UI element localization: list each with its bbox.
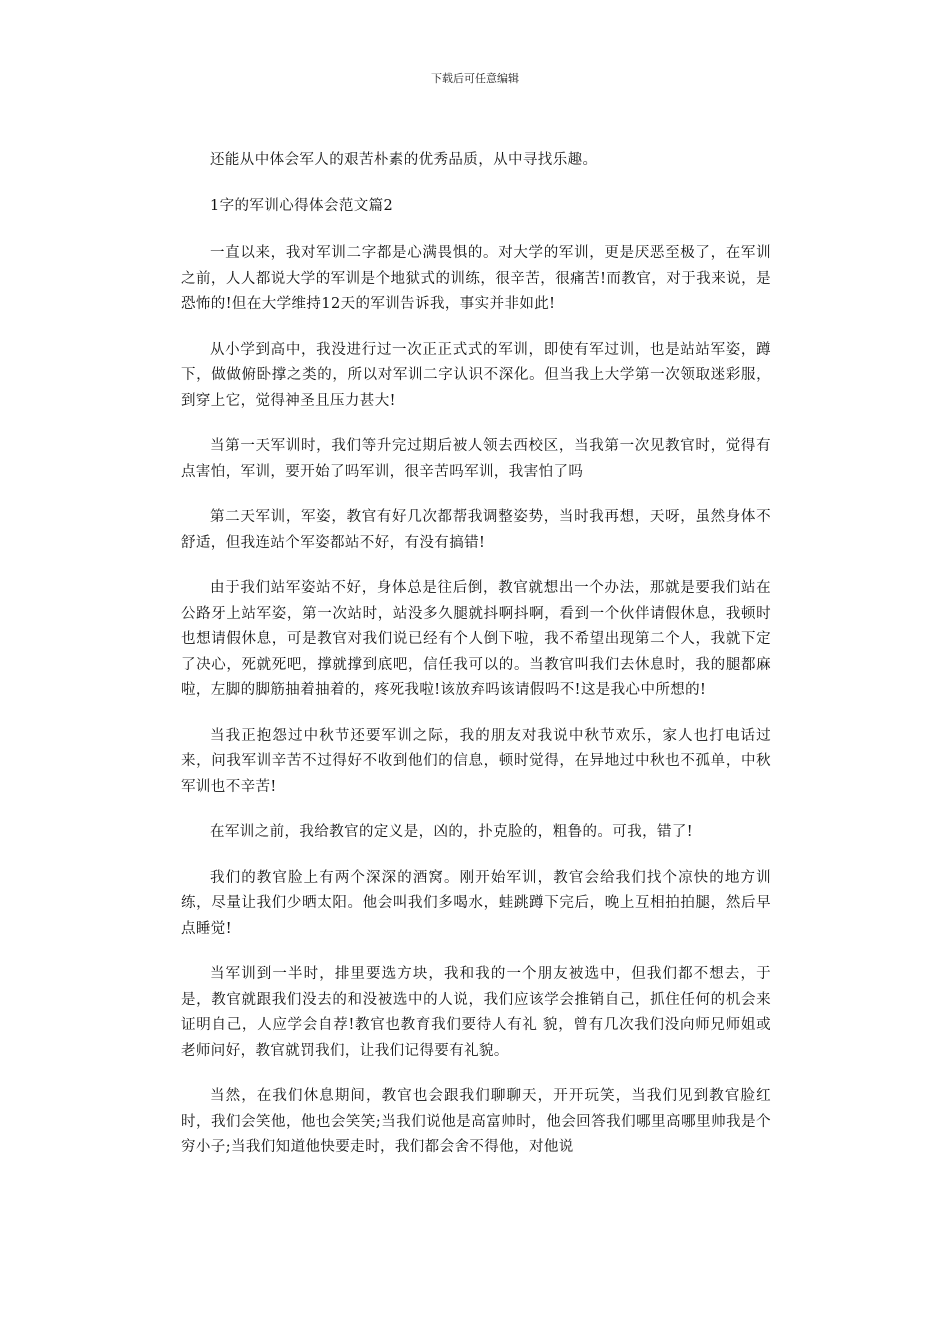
paragraph: 一直以来，我对军训二字都是心满畏惧的。对大学的军训，更是厌恶至极了，在军训之前，人人都说大学的军训是个地狱式的训练，很辛苦，很痛苦!而教官，对于我来说，是恐怖的!但在大学维持12天的军训告诉我，事实并非如此!: [181, 245, 771, 312]
paragraph: 当我正抱怨过中秋节还要军训之际，我的朋友对我说中秋节欢乐，家人也打电话过来，问我军训辛苦不过得好不收到他们的信息，顿时觉得，在异地过中秋也不孤单，中秋军训也不辛苦!: [181, 727, 771, 795]
paragraph: 还能从中体会军人的艰苦朴素的优秀品质，从中寻找乐趣。: [210, 152, 598, 168]
paragraph: 从小学到高中，我没进行过一次正正式式的军训，即使有军过训，也是站站军姿，蹲下，做做俯卧撑之类的，所以对军训二字认识不深化。但当我上大学第一次领取迷彩服，到穿上它，觉得神圣且压力甚大!: [181, 341, 771, 409]
paragraph: 由于我们站军姿站不好，身体总是往后倒，教官就想出一个办法，那就是要我们站在公路牙上站军姿，第一次站时，站没多久腿就抖啊抖啊，看到一个伙伴请假休息，我顿时也想请假休息，可是教官对我们说已经有个人倒下啦，我不希望出现第二个人，我就下定了决心，死就死吧，撑就撑到底吧，信任我可以的。当教官叫我们去休息时，我的腿都麻啦，左脚的脚筋抽着抽着的，疼死我啦!该放弃吗该请假吗不!这是我心中所想的!: [181, 580, 771, 698]
paragraph: 我们的教官脸上有两个深深的酒窝。刚开始军训，教官会给我们找个凉快的地方训练，尽量让我们少晒太阳。他会叫我们多喝水，蛙跳蹲下完后，晚上互相拍拍腿，然后早点睡觉!: [181, 869, 771, 937]
paragraph: 当第一天军训时，我们等升完过期后被人领去西校区，当我第一次见教官时，觉得有点害怕，军训，要开始了吗军训，很辛苦吗军训，我害怕了吗: [181, 438, 771, 480]
document-body: [181, 148, 771, 1181]
paragraph: 当军训到一半时，排里要选方块，我和我的一个朋友被选中，但我们都不想去，于是，教官就跟我们没去的和没被选中的人说，我们应该学会推销自己，抓住任何的机会来证明自己，人应学会自荐!教官也教育我们要待人有礼 貌，曾有几次我们没向师兄师姐或老师问好，教官就罚我们，让我们记得要有礼貌。: [181, 966, 771, 1059]
paragraph: 当然，在我们休息期间，教官也会跟我们聊聊天，开开玩笑，当我们见到教官脸红时，我们会笑他，他也会笑笑;当我们说他是高富帅时，他会回答我们哪里高哪里帅我是个穷小子;当我们知道他快要走时，我们都会舍不得他，对他说: [181, 1088, 771, 1155]
section-heading: 1字的军训心得体会范文篇2: [210, 197, 394, 214]
paragraph: 在军训之前，我给教官的定义是，凶的，扑克脸的，粗鲁的。可我，错了!: [210, 824, 694, 840]
page-header-note: 下载后可任意编辑: [431, 72, 519, 85]
paragraph: 第二天军训，军姿，教官有好几次都帮我调整姿势，当时我再想，天呀，虽然身体不舒适，但我连站个军姿都站不好，有没有搞错!: [181, 509, 771, 551]
